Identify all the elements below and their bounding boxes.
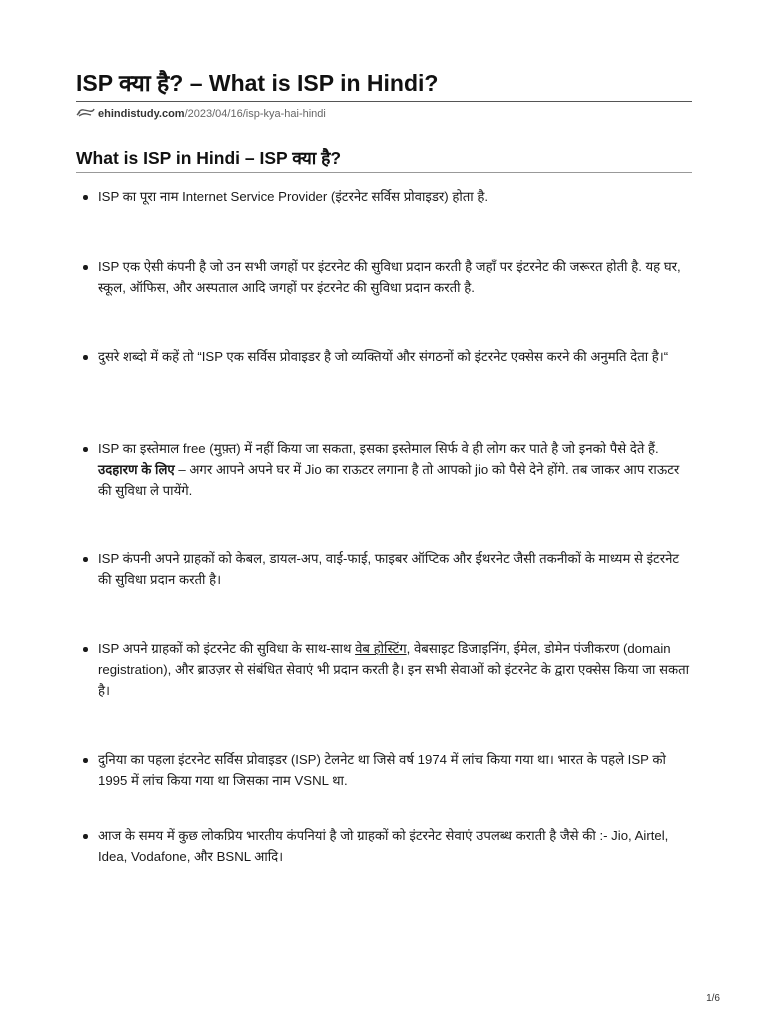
- section-heading: What is ISP in Hindi – ISP क्या है?: [76, 148, 342, 168]
- list-item-text: – अगर आपने अपने घर में Jio का राऊटर लगाना है तो आपको jio को पैसे देने होंगे. तब जाकर आप राऊटर की सुविधा ले पायेंगे.: [98, 462, 680, 498]
- web-hosting-link[interactable]: वेब होस्टिंग: [355, 641, 407, 656]
- list-item-text: ISP का इस्तेमाल free (मुफ़्त) में नहीं किया जा सकता, इसका इस्तेमाल सिर्फ वे ही लोग कर पाते है जो इनको पैसे देते हैं.: [98, 441, 659, 456]
- link-icon: [76, 106, 98, 121]
- list-item: दुनिया का पहला इंटरनेट सर्विस प्रोवाइडर (ISP) टेलनेट था जिसे वर्ष 1974 में लांच किया गया था। भारत के पहले ISP को 1995 में लांच किया गया था जिसका नाम VSNL था.: [98, 749, 692, 791]
- source-domain[interactable]: ehindistudy.com: [98, 107, 185, 120]
- title-divider: [76, 101, 692, 102]
- list-item-bold: उदहारण के लिए: [98, 462, 175, 477]
- list-item: ISP कंपनी अपने ग्राहकों को केबल, डायल-अप, वाई-फाई, फाइबर ऑप्टिक और ईथरनेट जैसी तकनीकों के माध्यम से इंटरनेट की सुविधा प्रदान करती है।: [98, 548, 692, 590]
- heading-divider: [76, 172, 692, 173]
- page-number: 1/6: [706, 993, 720, 1004]
- list-item-text: ISP अपने ग्राहकों को इंटरनेट की सुविधा के साथ-साथ: [98, 641, 356, 656]
- source-path[interactable]: /2023/04/16/isp-kya-hai-hindi: [184, 107, 326, 120]
- page-title: ISP क्या है? – What is ISP in Hindi?: [76, 70, 439, 96]
- list-item-text: , वेबसाइट डिजाइनिंग, ईमेल, डोमेन पंजीकरण (domain registration), और ब्राउज़र से संबंधित सेवाएं भी प्रदान करती है। इन सभी सेवाओं को इंटरनेट के द्वारा एक्सेस किया जा सकता है।: [98, 641, 690, 698]
- list-item: आज के समय में कुछ लोकप्रिय भारतीय कंपनियां है जो ग्राहकों को इंटरनेट सेवाएं उपलब्ध कराती है जैसे की :- Jio, Airtel, Idea, Vodafone, और BSNL आदि।: [98, 825, 692, 867]
- list-item: ISP एक ऐसी कंपनी है जो उन सभी जगहों पर इंटरनेट की सुविधा प्रदान करती है जहाँ पर इंटरनेट की जरूरत होती है. यह घर, स्कूल, ऑफिस, और अस्पताल आदि जगहों पर इंटरनेट की सुविधा प्रदान करती है.: [98, 256, 692, 298]
- source-url[interactable]: [76, 106, 326, 121]
- list-item: ISP का पूरा नाम Internet Service Provider (इंटरनेट सर्विस प्रोवाइडर) होता है.: [98, 186, 692, 207]
- list-item: [98, 438, 692, 501]
- list-item: [98, 638, 692, 701]
- list-item: दुसरे शब्दो में कहें तो “ISP एक सर्विस प्रोवाइडर है जो व्यक्तियों और संगठनों को इंटरनेट एक्सेस करने की अनुमति देता है।“: [98, 346, 692, 367]
